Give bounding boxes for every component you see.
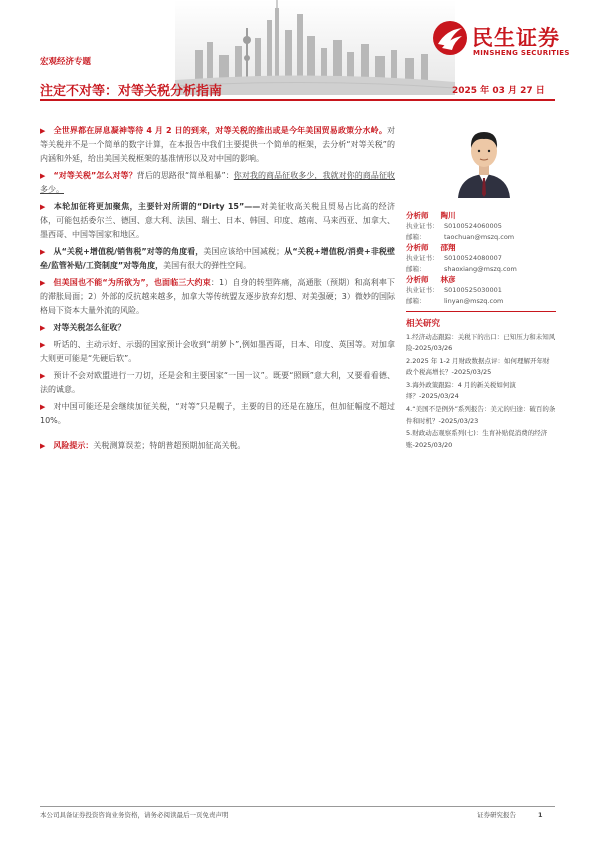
- analyst-photo: [452, 118, 516, 198]
- analyst-email[interactable]: shaoxiang@mszq.com: [444, 264, 517, 273]
- analyst-list: [406, 210, 556, 306]
- report-date: 2025 年 03 月 27 日: [452, 86, 545, 96]
- summary-paragraph: ▶ 本轮加征将更加聚焦，主要针对所谓的“Dirty 15”——对美征收高关税且贸易占比高的经济体，可能包括委尔兰、德国、意大利、法国、瑞士、日本、韩国、印度、越南、马来西亚、加拿大、墨西哥、中国等国家和地区。: [40, 202, 395, 240]
- analyst-email[interactable]: taochuan@mszq.com: [444, 232, 515, 241]
- analyst-title: 分析师: [406, 211, 429, 220]
- minsheng-logo-icon: [432, 20, 468, 56]
- analyst-title: 分析师: [406, 275, 429, 284]
- header-divider: [40, 99, 555, 101]
- related-divider: [406, 311, 556, 312]
- summary-paragraph: ▶ 从“关税+增值税/销售税”对等的角度看，美国应该给中国减税；从“关税+增值税/消费+非税壁垒/监管补贴/工资制度”对等角度，美国有很大的弹性空间。: [40, 247, 396, 271]
- report-title: 注定不对等：对等关税分析指南: [40, 84, 223, 99]
- bullet-icon: ▶: [40, 172, 46, 181]
- analyst-card: 分析师 林彦 执业证书： S0100525030001 邮箱： linyan@mszq.com: [406, 275, 504, 305]
- summary-paragraph: ▶ 听话的、主动示好、示弱的国家预计会收到“胡萝卜”,例如墨西哥，日本、印度、英国等。对加拿大则更可能是“先硬后软”。: [40, 339, 395, 364]
- summary-paragraph: ▶ 但美国也不能“为所欲为”，也面临三大约束：1）自身的转型阵痛，高通胀（预期）和高利率下的滞胀局面；2）外部的反抗越来越多，加拿大等传统盟友逐步放弃幻想、对美强硬；3）微妙的国际格局下资本大量外流的风险。: [40, 278, 396, 316]
- brand-name-cn: 民生证券: [472, 26, 560, 50]
- analyst-card: 分析师 陶川 执业证书： S0100524060005 邮箱： taochuan@mszq.com: [406, 211, 515, 241]
- summary-paragraph: ▶ 对等关税怎么征收？: [40, 323, 126, 333]
- bullet-icon: ▶: [40, 203, 46, 212]
- minsheng-logo: [432, 18, 582, 68]
- bullet-icon: ▶: [40, 402, 46, 411]
- report-header: [0, 0, 595, 104]
- report-type: 证券研究报告: [477, 811, 516, 819]
- bullet-icon: ▶: [40, 279, 46, 288]
- bullet-icon: ▶: [40, 127, 46, 135]
- related-research-item[interactable]: 4.“美国不是例外”系列报告：美元的归途：破百的条件和时机？-2025/03/23: [406, 405, 556, 425]
- report-summary: [40, 124, 395, 455]
- report-category: 宏观经济专题: [40, 57, 92, 67]
- footer-divider: [40, 806, 555, 807]
- analyst-cert: S0100525030001: [444, 286, 502, 294]
- summary-paragraph: ▶ “对等关税”怎么对等？背后的思路很“简单粗暴”：你对我的商品征收多少，我就对你的商品征收多少。: [40, 171, 396, 195]
- related-research-item[interactable]: 5.财政动态观察系列(七)：生育补贴促消费的经济账-2025/03/20: [406, 429, 548, 449]
- report-sidebar: [406, 118, 556, 452]
- bullet-icon: ▶: [40, 248, 46, 257]
- related-research-item[interactable]: 1.经济动态跟踪：关税下的出口：已知压力和未知风险-2025/03/26: [406, 333, 556, 353]
- summary-paragraph: ▶ 对中国可能还是会继续加征关税，“对等”只是幌子，主要的目的还是在施压，但加征幅度不超过 10%。: [40, 401, 395, 425]
- bullet-icon: ▶: [40, 371, 46, 380]
- analyst-name: 林彦: [440, 275, 456, 284]
- analyst-card: 分析师 邵翔 执业证书： S0100524080007 邮箱： shaoxiang@mszq.com: [406, 243, 517, 273]
- page-number: 1: [538, 811, 543, 819]
- bullet-icon: ▶: [40, 441, 46, 450]
- footer-disclaimer: 本公司具备证券投资咨询业务资格，请务必阅读最后一页免责声明: [40, 811, 229, 819]
- related-research-item[interactable]: 2.2025 年 1-2 月财政数据点评：如何理解开年财政个税高增长？-2025/03/25: [406, 357, 550, 377]
- analyst-cert: S0100524080007: [444, 254, 502, 262]
- related-research-title: 相关研究: [406, 319, 441, 329]
- bullet-icon: ▶: [40, 340, 46, 349]
- summary-paragraph: ▶ 全世界都在屏息凝神等待 4 月 2 日的到来，对等关税的推出或是今年美国贸易政策分水岭。对等关税并不是一个简单的数字计算，在本报告中我们主要提供一个简单的框架，去分析“对等关税”的内涵和外延，给出美国关税框架的基准情形以及对中国的影响。: [40, 126, 395, 164]
- related-research-list: [406, 332, 556, 451]
- analyst-name: 陶川: [440, 211, 456, 220]
- brand-name-en: MINSHENG SECURITIES: [473, 49, 570, 57]
- risk-warning: ▶ 风险提示：关税测算误差；特朗普超预期加征高关税。: [40, 440, 246, 450]
- bullet-icon: ▶: [40, 324, 46, 333]
- analyst-email[interactable]: linyan@mszq.com: [444, 296, 504, 305]
- analyst-name: 邵翔: [440, 243, 456, 252]
- summary-paragraph: ▶ 预计不会对欧盟进行一刀切，还是会和主要国家“一国一议”。既要“照顾”意大利，又要看看德、法的诚意。: [40, 370, 395, 394]
- footer-meta: [477, 810, 543, 819]
- related-research-item[interactable]: 3.海外政策跟踪：4 月的新关税如何演绎？-2025/03/24: [406, 381, 516, 401]
- analyst-title: 分析师: [406, 243, 429, 252]
- analyst-cert: S0100524060005: [444, 222, 502, 230]
